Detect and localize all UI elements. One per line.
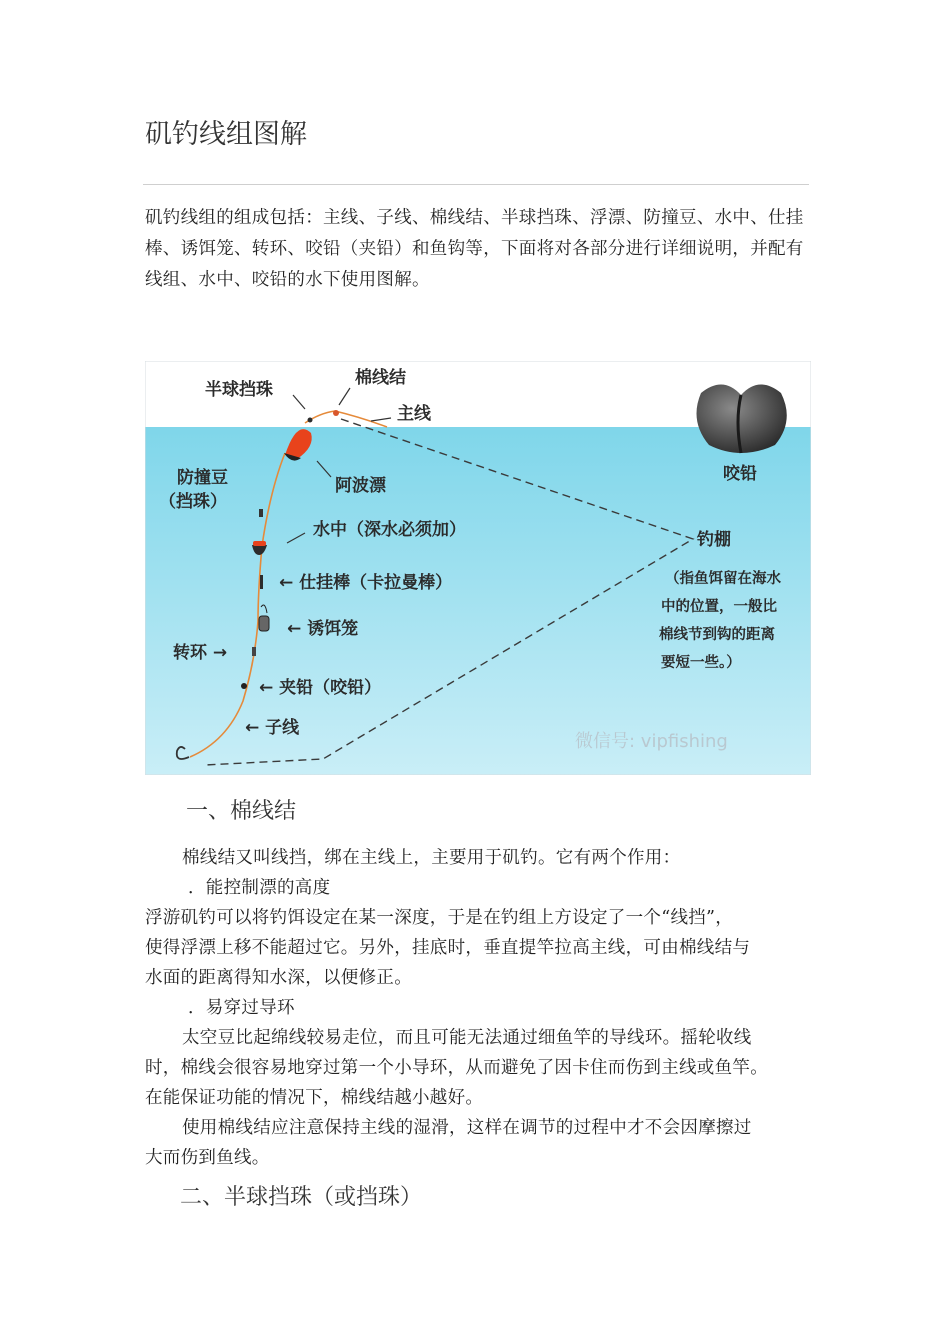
label-note-3: 棉线节到钩的距离 [659, 627, 775, 643]
section-1-p3-line-2: 时，棉线会很容易地穿过第一个小导环，从而避免了因卡住而伤到主线或鱼竿。 [145, 1058, 768, 1078]
label-sinker: 咬铅 [723, 464, 757, 484]
section-1-heading: 一、棉线结 [186, 799, 297, 824]
half-bead-marker [308, 418, 313, 423]
watermark: 微信号: vipfishing [575, 731, 728, 752]
section-1-p2-line-2: 使得浮漂上移不能超过它。另外，挂底时，垂直提竿拉高主线，可由棉线结与 [145, 938, 751, 958]
label-shikake: ← 仕挂棒（卡拉曼棒） [279, 573, 453, 593]
section-2-heading: 二、半球挡珠（或挡珠） [180, 1185, 423, 1210]
section-1-p4-line-2: 大而伤到鱼线。 [145, 1148, 270, 1168]
section-1-p3-line-3: 在能保证功能的情况下，棉线结越小越好。 [145, 1088, 484, 1108]
label-note-1: （指鱼饵留在海水 [665, 571, 781, 587]
section-1-p3-line-1: 太空豆比起绵线较易走位，而且可能无法通过细鱼竿的导线环。摇轮收线 [182, 1028, 752, 1048]
label-bumper-2: （挡珠） [159, 492, 227, 512]
label-main-line: 主线 [397, 404, 431, 424]
page-title: 矶钓线组图解 [145, 119, 307, 150]
shikake-rod [260, 575, 263, 589]
title-divider [143, 184, 809, 185]
label-note-2: 中的位置，一般比 [661, 599, 777, 615]
label-underwater: 水中（深水必须加） [313, 520, 466, 540]
section-1-p2-line-3: 水面的距离得知水深，以便修正。 [145, 968, 412, 988]
section-1-bullet-2: ．易穿过导环 [188, 998, 295, 1018]
section-1-p1: 棉线结又叫线挡，绑在主线上，主要用于矶钓。它有两个作用： [182, 848, 681, 868]
section-1-bullet-1: ．能控制漂的高度 [188, 878, 331, 898]
label-half-bead: 半球挡珠 [205, 380, 273, 400]
label-bumper-1: 防撞豆 [177, 468, 228, 488]
section-1-p2-line-1: 浮游矶钓可以将钓饵设定在某一深度，于是在钓组上方设定了一个“线挡”， [145, 908, 734, 928]
section-1-p4-line-1: 使用棉线结应注意保持主线的湿滑，这样在调节的过程中才不会因摩擦过 [182, 1118, 752, 1138]
label-abo-float: 阿波漂 [335, 476, 386, 496]
label-bait-cage: ← 诱饵笼 [287, 619, 359, 639]
bite-lead-image [697, 384, 787, 453]
swivel-marker [252, 647, 256, 656]
label-shelf: 钓棚 [697, 530, 731, 550]
label-note-4: 要短一些。） [661, 655, 741, 671]
rig-diagram [145, 361, 811, 775]
cotton-knot-marker [333, 410, 339, 416]
label-cotton-knot: 棉线结 [355, 368, 406, 388]
label-split-shot: ← 夹铅（咬铅） [259, 678, 382, 698]
label-swivel: 转环 → [173, 643, 228, 663]
intro-paragraph: 矶钓线组的组成包括：主线、子线、棉线结、半球挡珠、浮漂、防撞豆、水中、仕挂棒、诱饵笼、转环、咬铅（夹铅）和鱼钩等，下面将对各部分进行详细说明，并配有线组、水中、咬铅的水下使用图解。 [145, 208, 804, 290]
split-shot-marker [241, 683, 247, 689]
label-sub-line: ← 子线 [245, 718, 300, 738]
bait-cage [259, 616, 269, 631]
bumper-marker [259, 509, 263, 517]
